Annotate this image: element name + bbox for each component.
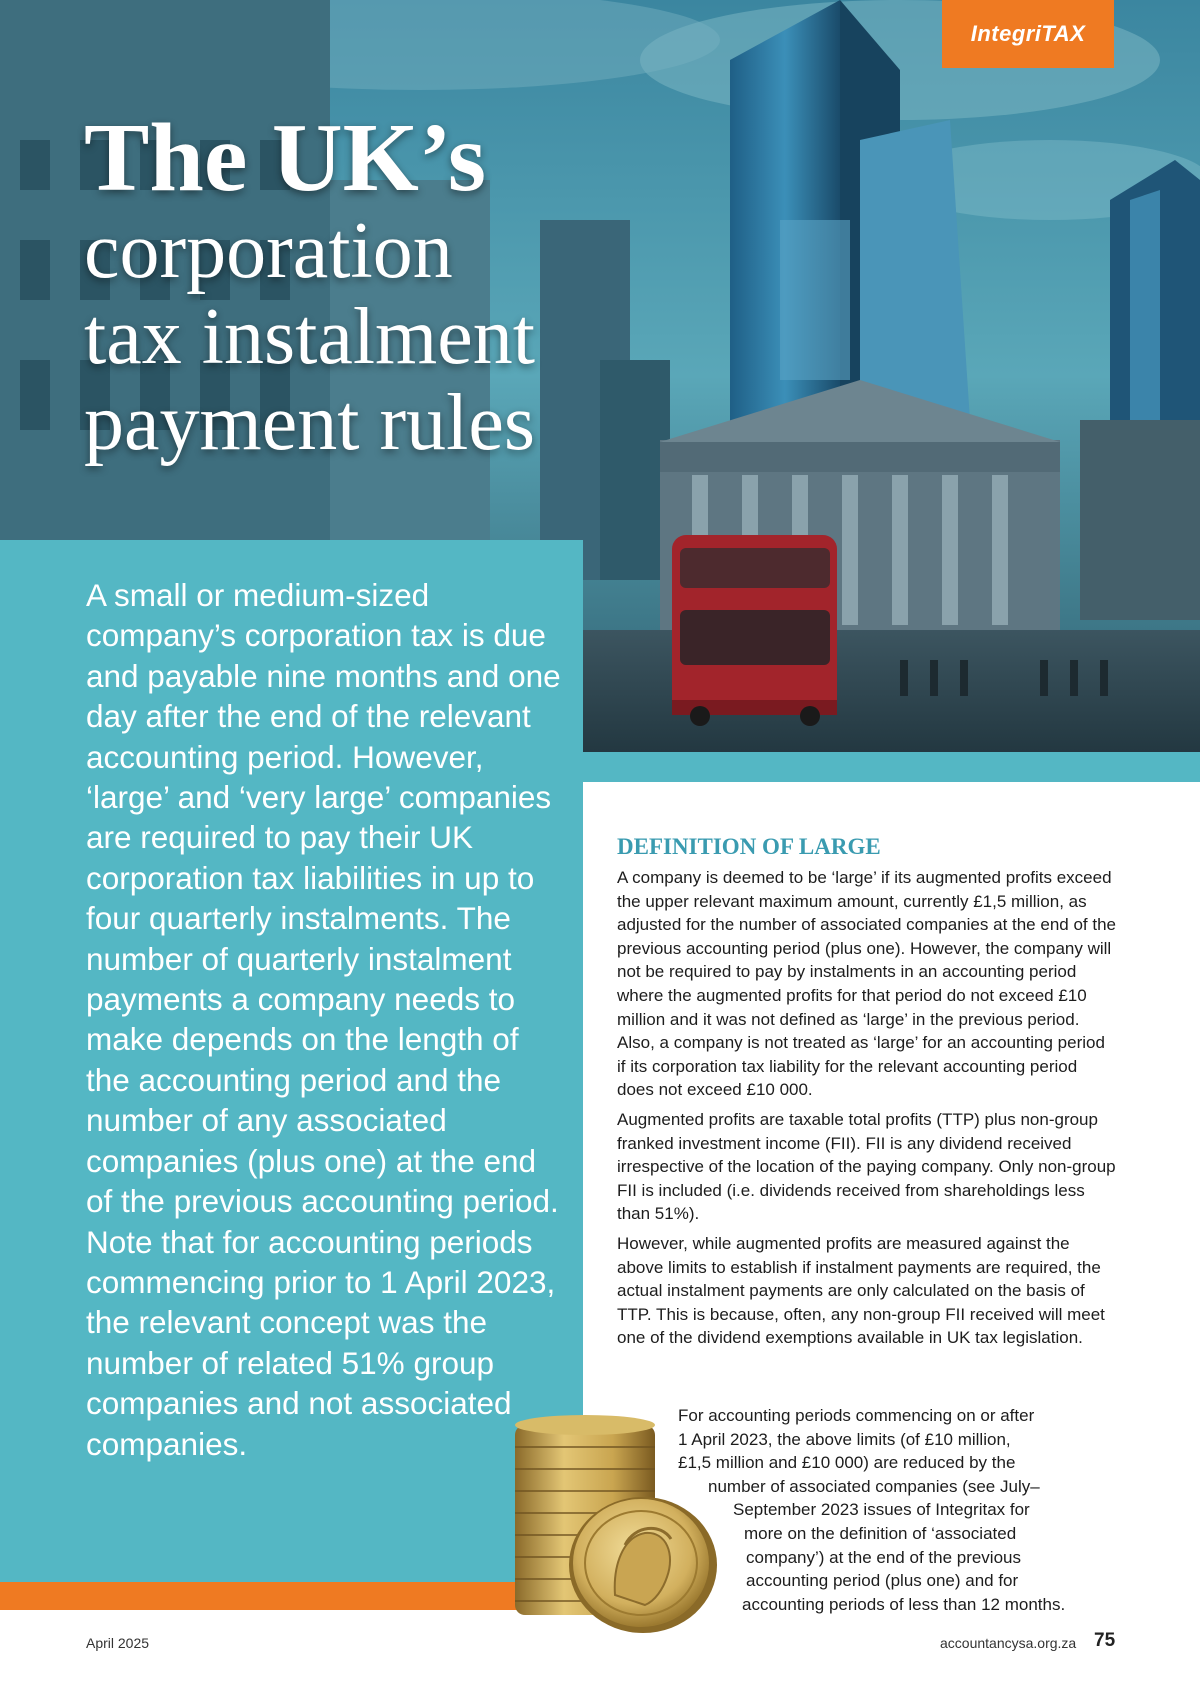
page-number: 75 xyxy=(1094,1630,1116,1651)
pound-coins-illustration xyxy=(505,1405,725,1635)
title-line-3: payment rules xyxy=(84,379,535,467)
title-line-2: tax instalment xyxy=(84,293,536,381)
paragraph-4-line: more on the definition of ‘associated xyxy=(744,1523,1017,1543)
lede-text: A small or medium-sized company’s corporation tax is due and payable nine months and one day after the end of the relevant accounting period. However, ‘large’ and ‘very large’ companies are required to pay their UK corporation tax liabilities in up to four quarterly instalments. The number of quarterly instalment payments a company needs to make depends on the length of the accounting period and the number of any associated companies (plus one) at the end of the previous accounting period. Note that for accounting periods commencing prior to 1 April 2023, the relevant concept was the number of related 51% group companies and not associated companies. xyxy=(86,577,561,1462)
paragraph-4-line: £1,5 million and £10 000) are reduced by the xyxy=(678,1453,1016,1473)
paragraph-1: A company is deemed to be ‘large’ if its augmented profits exceed the upper relevant maximum amount, currently £1,5 million, as adjusted for the number of associated companies at the end of the previous accounting period (plus one). However, the company will not be required to pay by instalments in an accounting period where the augmented profits for that period do not exceed £10 million and it was not defined as ‘large’ in the previous period. Also, a company is not treated as ‘large’ for an accounting period if its corporation tax liability for the relevant accounting period does not exceed £10 000. xyxy=(617,868,1116,1100)
paragraph-4-line: September 2023 issues of Integritax for xyxy=(733,1500,1030,1520)
orange-accent-bar xyxy=(0,1582,583,1610)
title-main: The UK’s xyxy=(84,104,487,212)
paragraph-2: Augmented profits are taxable total profits (TTP) plus non-group franked investment income (FII). FII is any dividend received irrespective of the location of the paying company. Only non-group FII is included (i.e. dividends received from shareholdings less than 51%). xyxy=(617,1109,1116,1224)
title-line-1: corporation xyxy=(84,207,453,295)
paragraph-4 xyxy=(678,1404,1118,1616)
paragraph-4-line: company’) at the end of the previous xyxy=(746,1547,1021,1567)
article-body xyxy=(617,832,1117,1356)
red-bus-shape xyxy=(672,535,837,726)
teal-strip xyxy=(583,752,1200,782)
paragraph-3: However, while augmented profits are measured against the above limits to establish if instalment payments are required, the actual instalment payments are only calculated on the basis of TTP. This is because, often, any non-group FII received will meet one of the dividend exemptions available in UK tax legislation. xyxy=(617,1233,1105,1348)
issue-date: April 2025 xyxy=(86,1635,150,1651)
section-heading: DEFINITION OF LARGE xyxy=(617,834,881,859)
paragraph-4-line: For accounting periods commencing on or after xyxy=(678,1406,1035,1425)
paragraph-4-line: accounting periods of less than 12 months. xyxy=(742,1594,1066,1614)
paragraph-4-line: accounting period (plus one) and for xyxy=(746,1571,1019,1591)
paragraph-4-line: 1 April 2023, the above limits (of £10 million, xyxy=(678,1429,1011,1449)
article-title xyxy=(84,104,684,467)
website-url: accountancysa.org.za xyxy=(940,1635,1077,1651)
brand-tag: IntegriTAX xyxy=(942,0,1114,68)
paragraph-4-line: number of associated companies (see July– xyxy=(708,1476,1040,1496)
front-coin xyxy=(569,1497,717,1633)
